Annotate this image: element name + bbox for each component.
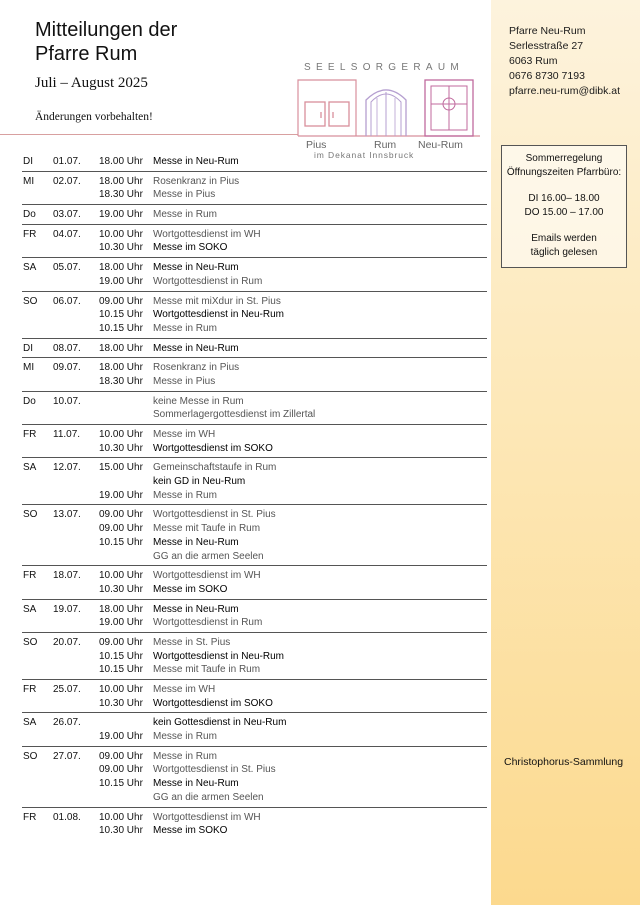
schedule-row (22, 697, 487, 711)
schedule-row (22, 522, 487, 536)
event: Wortgottesdienst im WH (153, 811, 261, 823)
seelsorgeraum-logo (288, 62, 480, 162)
schedule-entry (22, 458, 487, 505)
church-doors-logo-graphic (288, 74, 480, 139)
schedule-row (22, 763, 487, 777)
event: Messe in Rum (153, 209, 217, 221)
schedule-row (22, 536, 487, 550)
weekday: SO (23, 750, 38, 762)
address-line: 6063 Rum (509, 55, 558, 67)
time: 10.15 Uhr (99, 309, 143, 321)
logo-name-neu-rum: Neu-Rum (418, 139, 463, 151)
collection-note: Christophorus-Sammlung (504, 756, 624, 768)
weekday: MI (23, 362, 35, 374)
schedule-row (22, 395, 487, 409)
time: 10.00 Uhr (99, 811, 143, 823)
event: Wortgottesdienst im WH (153, 570, 261, 582)
event: Wortgottesdienst in Neu-Rum (153, 650, 284, 662)
date: 06.07. (53, 295, 81, 307)
schedule-row (22, 155, 487, 169)
schedule-row (22, 603, 487, 617)
time: 19.00 Uhr (99, 731, 143, 743)
schedule-row (22, 569, 487, 583)
event: Messe im SOKO (153, 242, 228, 254)
time: 19.00 Uhr (99, 209, 143, 221)
schedule-row (22, 508, 487, 522)
time: 09.00 Uhr (99, 764, 143, 776)
date: 12.07. (53, 462, 81, 474)
date: 09.07. (53, 362, 81, 374)
event: Messe im WH (153, 684, 216, 695)
date: 05.07. (53, 262, 81, 274)
schedule-entry (22, 152, 487, 172)
schedule-row (22, 342, 487, 356)
schedule-row (22, 228, 487, 242)
schedule-row (22, 550, 487, 564)
sidebar-background (491, 0, 640, 905)
event: Messe in Neu-Rum (153, 342, 239, 354)
time: 18.30 Uhr (99, 189, 143, 201)
event: Messe in Rum (153, 750, 217, 762)
event: Rosenkranz in Pius (153, 362, 240, 374)
event: Messe in Rum (153, 322, 217, 334)
address-line: Pfarre Neu-Rum (509, 25, 586, 37)
date-range: Juli – August 2025 (35, 75, 148, 91)
address-line: Serlesstraße 27 (509, 40, 584, 52)
email-address: pfarre.neu-rum@dibk.at (509, 85, 621, 97)
parish-address (509, 24, 620, 99)
event: Wortgottesdienst in St. Pius (153, 509, 276, 521)
event: Messe in Neu-Rum (153, 262, 239, 274)
event: Messe in Pius (153, 189, 216, 201)
event: Wortgottesdienst im SOKO (153, 442, 273, 454)
time: 10.15 Uhr (99, 650, 143, 662)
event: Messe in Pius (153, 375, 216, 387)
time: 18.00 Uhr (99, 262, 143, 274)
date: 03.07. (53, 209, 81, 221)
time: 18.00 Uhr (99, 362, 143, 374)
schedule-row (22, 791, 487, 805)
time: 10.00 Uhr (99, 570, 143, 582)
time: 09.00 Uhr (99, 750, 143, 762)
date: 25.07. (53, 684, 81, 695)
time: 10.15 Uhr (99, 664, 143, 676)
time: 09.00 Uhr (99, 509, 143, 521)
time: 10.30 Uhr (99, 583, 143, 595)
schedule-row (22, 295, 487, 309)
event: kein Gottesdienst in Neu-Rum (153, 717, 287, 729)
date: 11.07. (53, 429, 81, 440)
phone-number: 0676 8730 7193 (509, 70, 585, 82)
date: 04.07. (53, 228, 81, 240)
schedule-entry (22, 600, 487, 633)
event: Messe im SOKO (153, 825, 228, 837)
schedule-entry (22, 713, 487, 746)
page-title: Mitteilungen der Pfarre Rum (35, 19, 178, 65)
time: 19.00 Uhr (99, 617, 143, 629)
time: 19.00 Uhr (99, 275, 143, 287)
event: GG an die armen Seelen (153, 550, 264, 562)
event: Wortgottesdienst im SOKO (153, 697, 273, 709)
schedule-entry (22, 339, 487, 359)
weekday: SO (23, 509, 38, 521)
schedule-row (22, 824, 487, 838)
schedule-row (22, 208, 487, 222)
date: 01.07. (53, 156, 81, 167)
logo-title: SEELSORGERAUM (303, 62, 465, 73)
event: Messe mit Taufe in Rum (153, 523, 261, 535)
schedule-row (22, 616, 487, 630)
schedule-list (22, 152, 487, 840)
schedule-entry (22, 172, 487, 205)
schedule-entry (22, 392, 487, 425)
schedule-entry (22, 205, 487, 225)
time: 10.15 Uhr (99, 778, 143, 790)
schedule-row (22, 241, 487, 255)
event: Gemeinschaftstaufe in Rum (153, 462, 277, 474)
event: Wortgottesdienst in Rum (153, 275, 263, 287)
schedule-entry (22, 808, 487, 840)
time: 18.00 Uhr (99, 175, 143, 187)
schedule-entry (22, 292, 487, 339)
date: 27.07. (53, 750, 81, 762)
event: Messe mit miXdur in St. Pius (153, 295, 281, 307)
event: Messe in Neu-Rum (153, 603, 239, 615)
logo-dekanat: im Dekanat Innsbruck (314, 150, 415, 160)
schedule-row (22, 650, 487, 664)
weekday: FR (23, 811, 37, 823)
time: 10.30 Uhr (99, 825, 143, 837)
time: 18.30 Uhr (99, 375, 143, 387)
time: 18.00 Uhr (99, 342, 143, 354)
schedule-row (22, 683, 487, 697)
schedule-row (22, 408, 487, 422)
event: Messe in Neu-Rum (153, 536, 239, 548)
event: Sommerlagergottesdienst im Zillertal (153, 409, 316, 421)
schedule-row (22, 489, 487, 503)
time: 10.30 Uhr (99, 242, 143, 254)
event: Messe in Neu-Rum (153, 778, 239, 790)
schedule-row (22, 308, 487, 322)
schedule-entry (22, 225, 487, 258)
schedule-row (22, 442, 487, 456)
change-note: Änderungen vorbehalten! (35, 111, 153, 123)
weekday: SA (23, 717, 37, 729)
event: Wortgottesdienst im WH (153, 228, 261, 240)
schedule-row (22, 811, 487, 825)
time: 10.00 Uhr (99, 429, 143, 440)
schedule-row (22, 175, 487, 189)
schedule-entry (22, 633, 487, 680)
event: Wortgottesdienst in Neu-Rum (153, 309, 284, 321)
weekday: FR (23, 570, 37, 582)
date: 13.07. (53, 509, 81, 521)
weekday: MI (23, 175, 35, 187)
weekday: SO (23, 295, 38, 307)
time: 18.00 Uhr (99, 156, 143, 167)
date: 20.07. (53, 636, 81, 648)
schedule-row (22, 461, 487, 475)
event: Messe in Rum (153, 731, 217, 743)
weekday: SA (23, 462, 37, 474)
time: 09.00 Uhr (99, 523, 143, 535)
weekday: SA (23, 603, 37, 615)
weekday: Do (23, 209, 36, 221)
time: 10.30 Uhr (99, 697, 143, 709)
schedule-row (22, 475, 487, 489)
schedule-entry (22, 258, 487, 291)
schedule-entry (22, 425, 487, 458)
schedule-entry (22, 358, 487, 391)
schedule-entry (22, 505, 487, 566)
time: 19.00 Uhr (99, 489, 143, 501)
date: 01.08. (53, 811, 81, 823)
event: Messe in St. Pius (153, 636, 231, 648)
schedule-row (22, 275, 487, 289)
schedule-row (22, 636, 487, 650)
event: kein GD in Neu-Rum (153, 476, 246, 488)
date: 26.07. (53, 717, 81, 729)
schedule-row (22, 361, 487, 375)
weekday: SO (23, 636, 38, 648)
schedule-row (22, 730, 487, 744)
logo-name-rum: Rum (374, 139, 397, 151)
header-divider (0, 134, 298, 135)
schedule-row (22, 750, 487, 764)
schedule-row (22, 261, 487, 275)
weekday: SA (23, 262, 37, 274)
date: 10.07. (53, 395, 81, 407)
schedule-row (22, 188, 487, 202)
schedule-entry (22, 566, 487, 599)
time: 10.30 Uhr (99, 442, 143, 454)
event: Messe im WH (153, 429, 216, 440)
time: 10.00 Uhr (99, 684, 143, 695)
time: 10.00 Uhr (99, 228, 143, 240)
event: Messe mit Taufe in Rum (153, 664, 261, 676)
weekday: DI (23, 156, 33, 167)
schedule-row (22, 375, 487, 389)
schedule-row (22, 777, 487, 791)
event: Wortgottesdienst in St. Pius (153, 764, 276, 776)
event: GG an die armen Seelen (153, 791, 264, 803)
date: 02.07. (53, 175, 81, 187)
logo-name-pius: Pius (306, 139, 327, 151)
schedule-entry (22, 747, 487, 808)
time: 10.15 Uhr (99, 536, 143, 548)
weekday: FR (23, 684, 37, 695)
date: 19.07. (53, 603, 81, 615)
time: 15.00 Uhr (99, 462, 143, 474)
event: Messe im SOKO (153, 583, 228, 595)
time: 09.00 Uhr (99, 636, 143, 648)
weekday: FR (23, 228, 37, 240)
time: 10.15 Uhr (99, 322, 143, 334)
schedule-row (22, 663, 487, 677)
schedule-row (22, 322, 487, 336)
schedule-row (22, 428, 487, 442)
weekday: DI (23, 342, 33, 354)
event: Rosenkranz in Pius (153, 175, 240, 187)
date: 08.07. (53, 342, 81, 354)
schedule-row (22, 583, 487, 597)
event: Messe in Rum (153, 489, 217, 501)
weekday: FR (23, 429, 37, 440)
event: Messe in Neu-Rum (153, 156, 239, 167)
schedule-row (22, 716, 487, 730)
event: Wortgottesdienst in Rum (153, 617, 263, 629)
schedule-entry (22, 680, 487, 713)
date: 18.07. (53, 570, 81, 582)
office-hours-box: Sommerregelung Öffnungszeiten Pfarrbüro: DI 16.00– 18.00 DO 15.00 – 17.00 Emails werden täglich gelesen (501, 145, 627, 268)
time: 18.00 Uhr (99, 603, 143, 615)
time: 09.00 Uhr (99, 295, 143, 307)
weekday: Do (23, 395, 36, 407)
event: keine Messe in Rum (153, 395, 244, 407)
